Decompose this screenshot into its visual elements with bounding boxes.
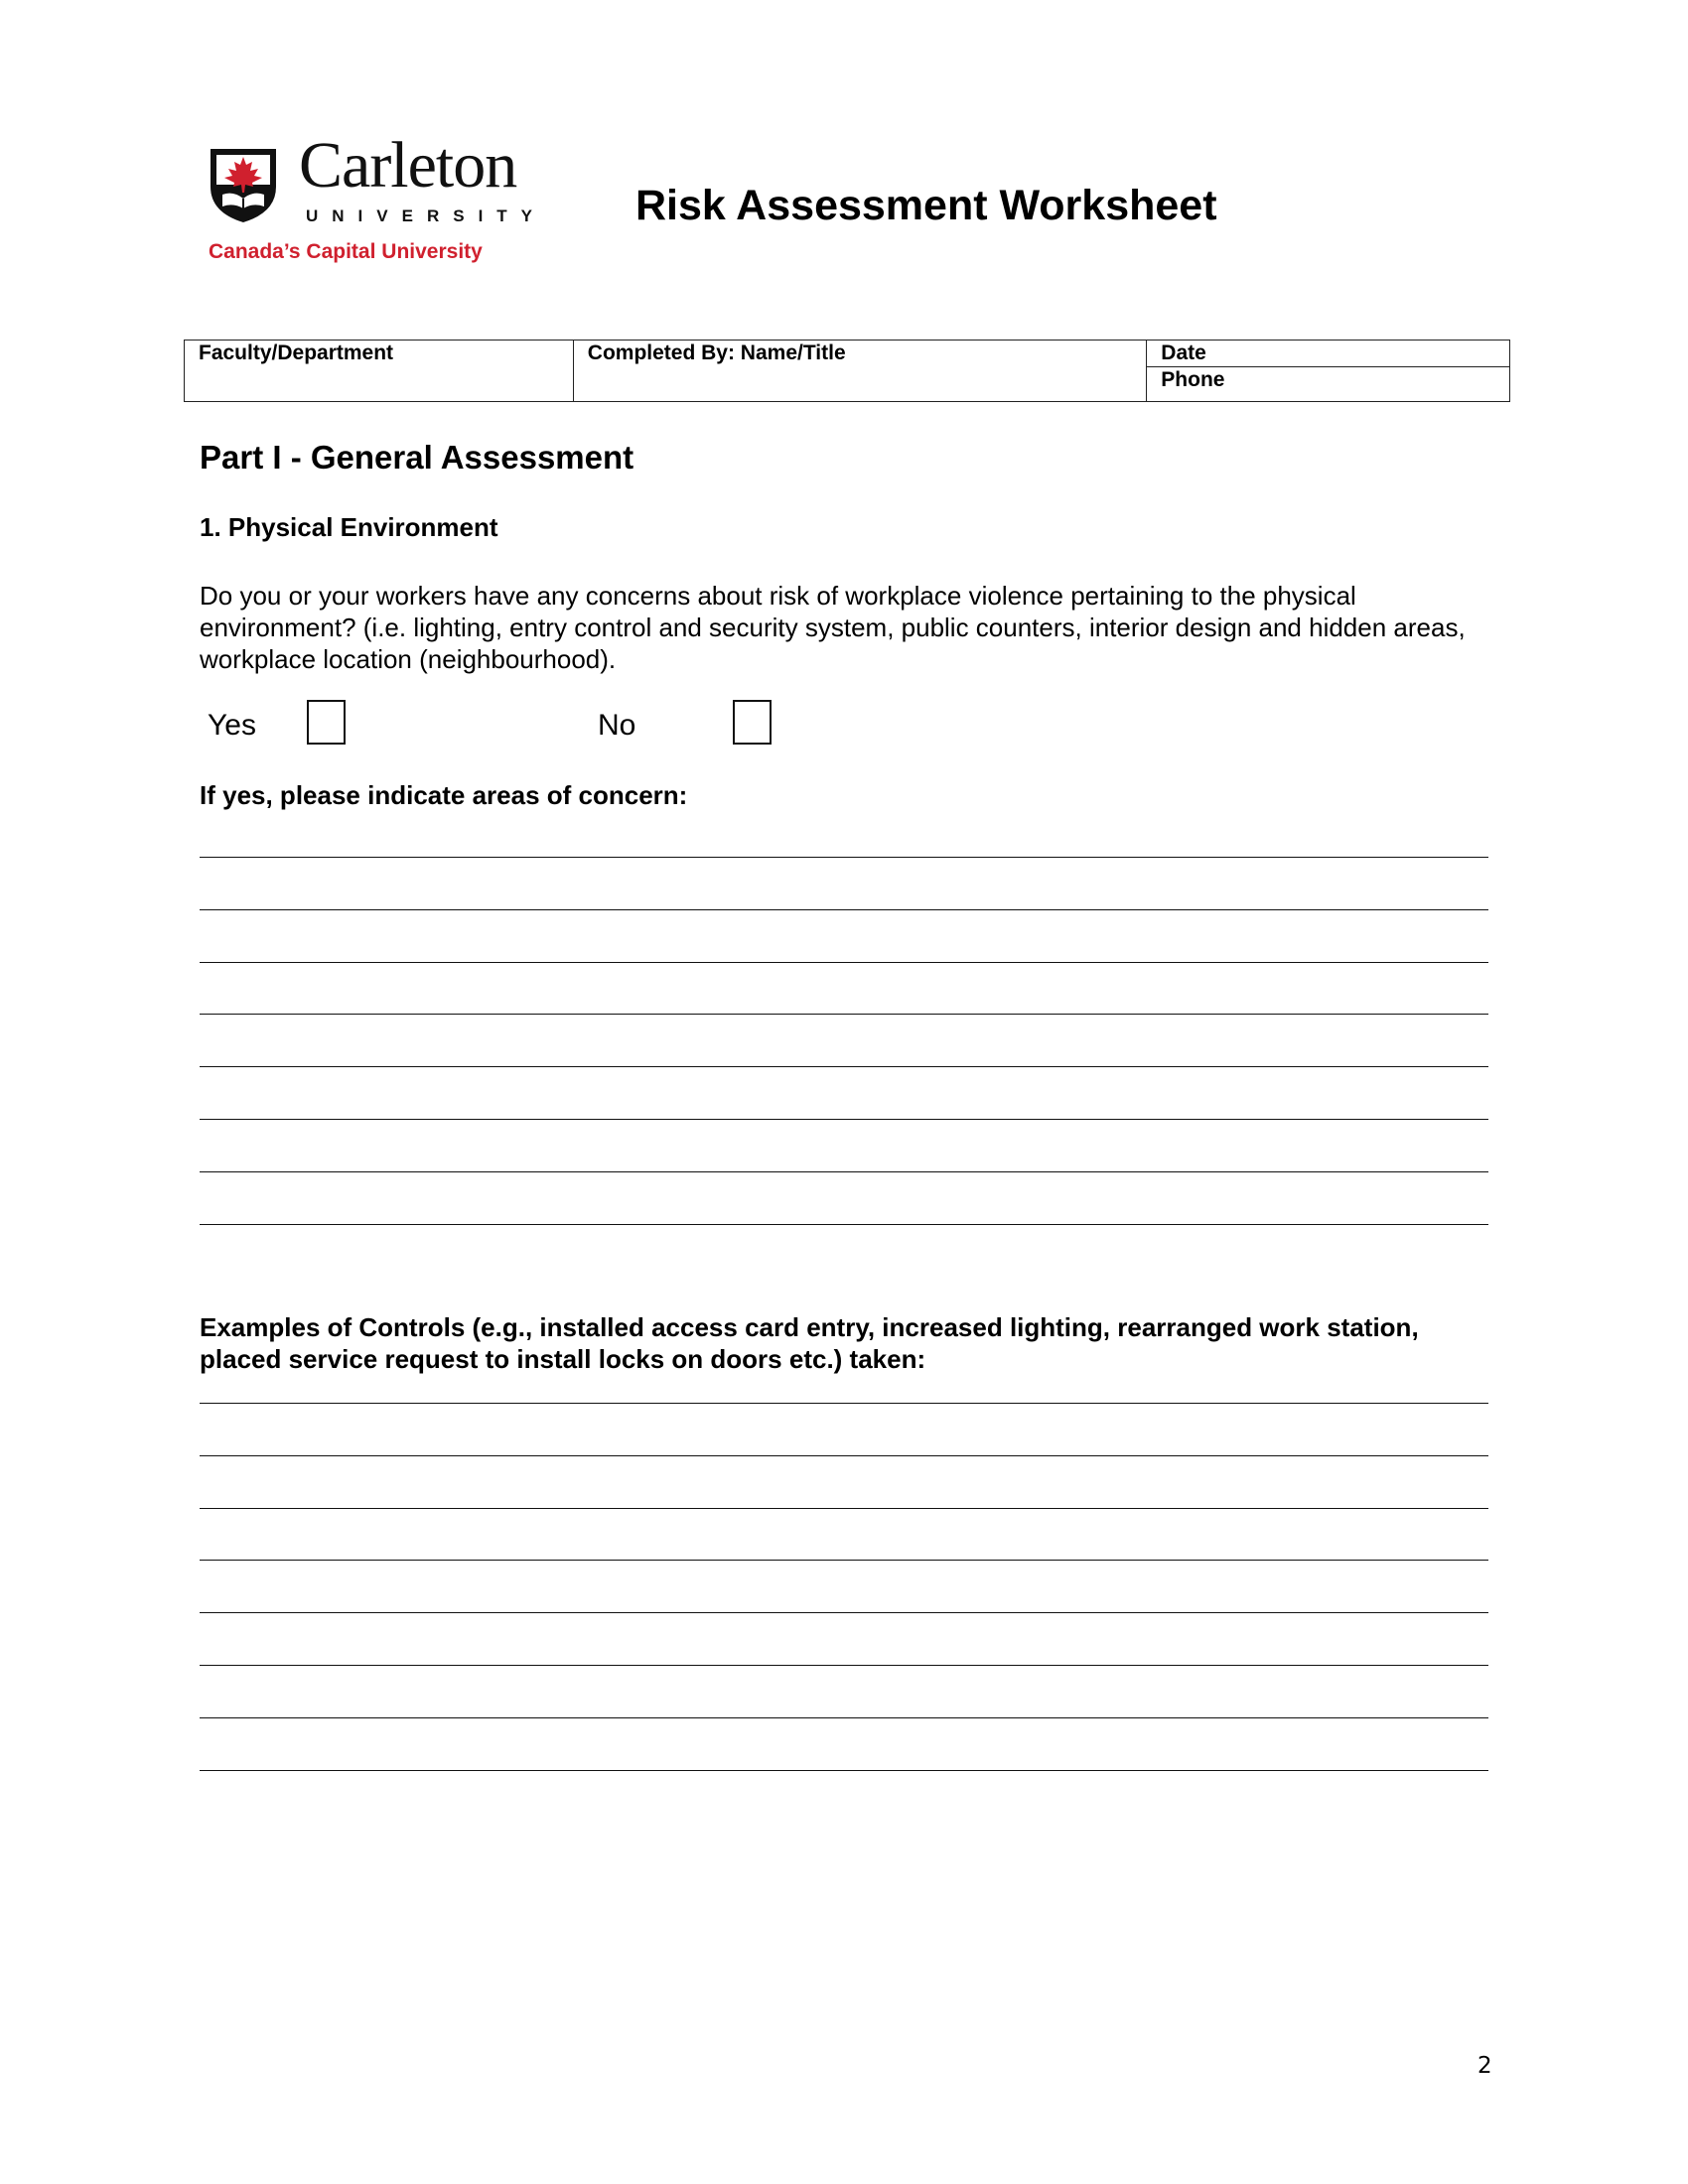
- date-cell[interactable]: [1147, 341, 1510, 367]
- controls-answer-line[interactable]: [200, 1770, 1488, 1771]
- controls-answer-line[interactable]: [200, 1508, 1488, 1509]
- no-checkbox[interactable]: [733, 700, 772, 745]
- logo-university-text: UNIVERSITY: [306, 206, 547, 225]
- concern-answer-line[interactable]: [200, 1119, 1488, 1120]
- completed-by-label: Completed By: Name/Title: [587, 341, 846, 364]
- yes-label: Yes: [208, 709, 256, 742]
- controls-answer-line[interactable]: [200, 1403, 1488, 1404]
- controls-answer-line[interactable]: [200, 1612, 1488, 1613]
- faculty-department-label: Faculty/Department: [199, 341, 394, 364]
- header-info-table: [184, 340, 1510, 402]
- completed-by-cell[interactable]: [573, 341, 1147, 402]
- document-title: Risk Assessment Worksheet: [635, 182, 1217, 229]
- phone-label: Phone: [1161, 368, 1225, 391]
- concern-answer-line[interactable]: [200, 1014, 1488, 1015]
- yes-checkbox[interactable]: [307, 700, 346, 745]
- concern-answer-line[interactable]: [200, 1066, 1488, 1067]
- controls-answer-line[interactable]: [200, 1560, 1488, 1561]
- physical-environment-question: Do you or your workers have any concerns about risk of workplace violence pertaining to the physical environment? (i.e. lighting, entry control and security system, public counters, interior design and hidden areas, workplace location (neighbourhood).: [200, 581, 1466, 674]
- carleton-shield-icon: [209, 147, 278, 224]
- part-heading: Part I - General Assessment: [200, 439, 634, 476]
- faculty-department-cell[interactable]: [185, 341, 574, 402]
- section-heading: 1. Physical Environment: [200, 512, 498, 542]
- phone-cell[interactable]: [1147, 367, 1510, 402]
- logo-tagline: Canada’s Capital University: [209, 240, 483, 263]
- concern-answer-line[interactable]: [200, 1224, 1488, 1225]
- concern-answer-line[interactable]: [200, 857, 1488, 858]
- page-number: 2: [1477, 2053, 1492, 2079]
- controls-answer-line[interactable]: [200, 1455, 1488, 1456]
- controls-prompt: Examples of Controls (e.g., installed access card entry, increased lighting, rearranged work station, placed service request to install locks on doors etc.) taken:: [200, 1312, 1419, 1374]
- no-label: No: [598, 709, 636, 742]
- areas-of-concern-prompt: If yes, please indicate areas of concern:: [200, 780, 688, 810]
- concern-answer-line[interactable]: [200, 909, 1488, 910]
- carleton-logo: [209, 129, 561, 269]
- logo-wordmark: Carleton: [299, 129, 517, 202]
- date-label: Date: [1161, 341, 1206, 364]
- controls-answer-line[interactable]: [200, 1665, 1488, 1666]
- concern-answer-line[interactable]: [200, 1171, 1488, 1172]
- concern-answer-line[interactable]: [200, 962, 1488, 963]
- controls-answer-line[interactable]: [200, 1717, 1488, 1718]
